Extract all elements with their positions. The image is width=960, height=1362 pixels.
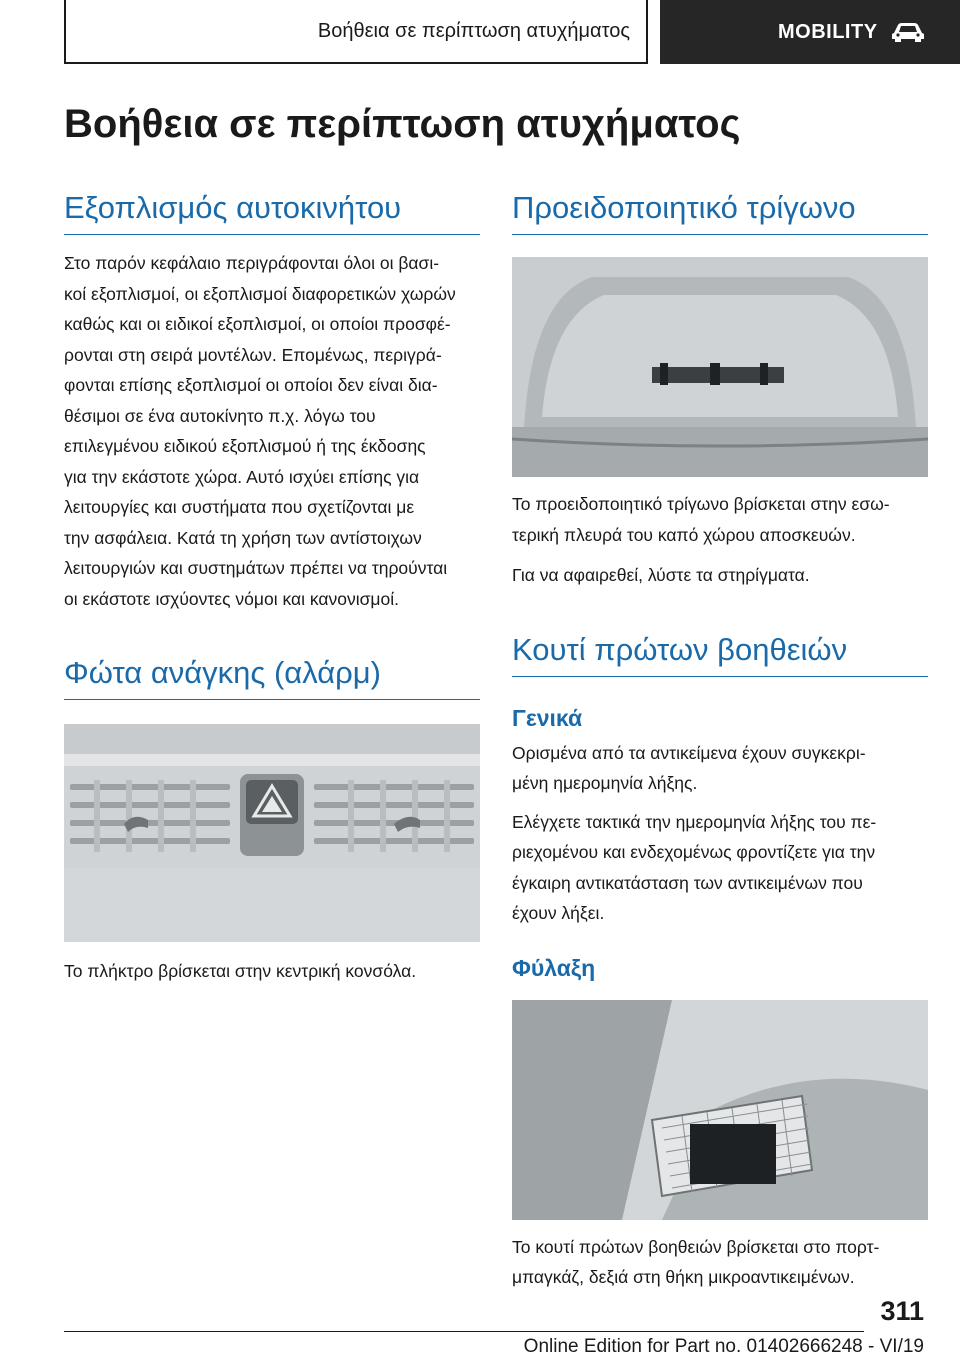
page-number: 311 [880,1296,924,1326]
text-line: θέσιμοι σε ένα αυτοκίνητο π.χ. λόγω του [64,405,376,426]
edition-note: Online Edition for Part no. 01402666248 - VI/19 [523,1336,924,1357]
hazard-lights-heading: Φώτα ανάγκης (αλάρμ) [64,655,480,700]
text-line: μπαγκάζ, δεξιά στη θήκη μικροαντικειμένων. [512,1267,855,1287]
text-line: ριεχομένου και ενδεχομένως φροντίζετε για την [512,842,876,862]
running-header-title: Βοήθεια σε περίπτωση ατυχήματος [317,19,630,42]
text-line: Το κουτί πρώτων βοηθειών βρίσκεται στο πορτ- [512,1236,880,1257]
equipment-heading: Εξοπλισμός αυτοκινήτου [64,190,480,235]
hazard-button-figure [64,724,480,942]
hazard-caption: Το πλήκτρο βρίσκεται στην κεντρική κονσόλα. [64,961,417,981]
first-aid-heading: Κουτί πρώτων βοηθειών [512,632,928,677]
chapter-tab[interactable] [660,0,960,64]
equipment-paragraph [64,248,480,614]
text-line: ρονται στη σειρά μοντέλων. Επομένως, περιγρά- [64,344,442,365]
triangle-caption [512,489,928,550]
text-line: μένη ημερομηνία λήξης. [512,773,698,793]
text-line: την ασφάλεια. Κατά τη χρήση των αντίστοιχων [64,527,422,548]
text-line: φονται επίσης εξοπλισμοί οι οποίοι δεν είναι δια- [64,375,438,395]
text-line: επιλεγμένου ειδικού εξοπλισμού ή της έκδοσης [64,436,426,456]
warning-triangle-figure [512,257,928,477]
chapter-label: MOBILITY [778,20,878,43]
general-paragraph-1 [512,738,928,799]
text-line: για την εκάστοτε χώρα. Αυτό ισχύει επίσης για [64,466,420,487]
text-line: Το προειδοποιητικό τρίγωνο βρίσκεται στην εσω- [512,494,890,514]
triangle-instruction: Για να αφαιρεθεί, λύστε τα στηρίγματα. [512,565,810,585]
car-icon [890,21,926,43]
general-subheading: Γενικά [512,704,583,731]
storage-subheading: Φύλαξη [512,954,596,981]
text-line: λειτουργίες και συστήματα που σχετίζονται με [64,497,415,517]
text-line: Ορισμένα από τα αντικείμενα έχουν συγκεκρι- [512,742,866,763]
left-column [64,190,480,987]
text-line: Ελέγχετε τακτικά την ημερομηνία λήξης του πε- [512,811,877,832]
text-line: Στο παρόν κεφάλαιο περιγράφονται όλοι οι βασι- [64,253,440,273]
first-aid-kit-figure [512,1000,928,1220]
text-line: έγκαιρη αντικατάσταση των αντικειμένων που [512,872,863,893]
storage-caption [512,1232,928,1293]
footer-divider [64,1331,864,1332]
right-column [512,190,928,1293]
page-title: Βοήθεια σε περίπτωση ατυχήματος [64,102,741,146]
general-paragraph-2 [512,807,928,929]
text-line: καθώς και οι ειδικοί εξοπλισμοί, οι οποίοι προσφέ- [64,314,451,334]
text-line: λειτουργιών και συστημάτων πρέπει να τηρούνται [64,558,448,578]
text-line: έχουν λήξει. [512,903,605,923]
text-line: τερική πλευρά του καπό χώρου αποσκευών. [512,524,856,545]
warning-triangle-heading: Προειδοποιητικό τρίγωνο [512,190,928,235]
running-header [64,0,648,64]
text-line: οι εκάστοτε ισχύοντες νόμοι και κανονισμοί. [64,588,399,609]
text-line: κοί εξοπλισμοί, οι εξοπλισμοί διαφορετικών χωρών [64,283,456,304]
